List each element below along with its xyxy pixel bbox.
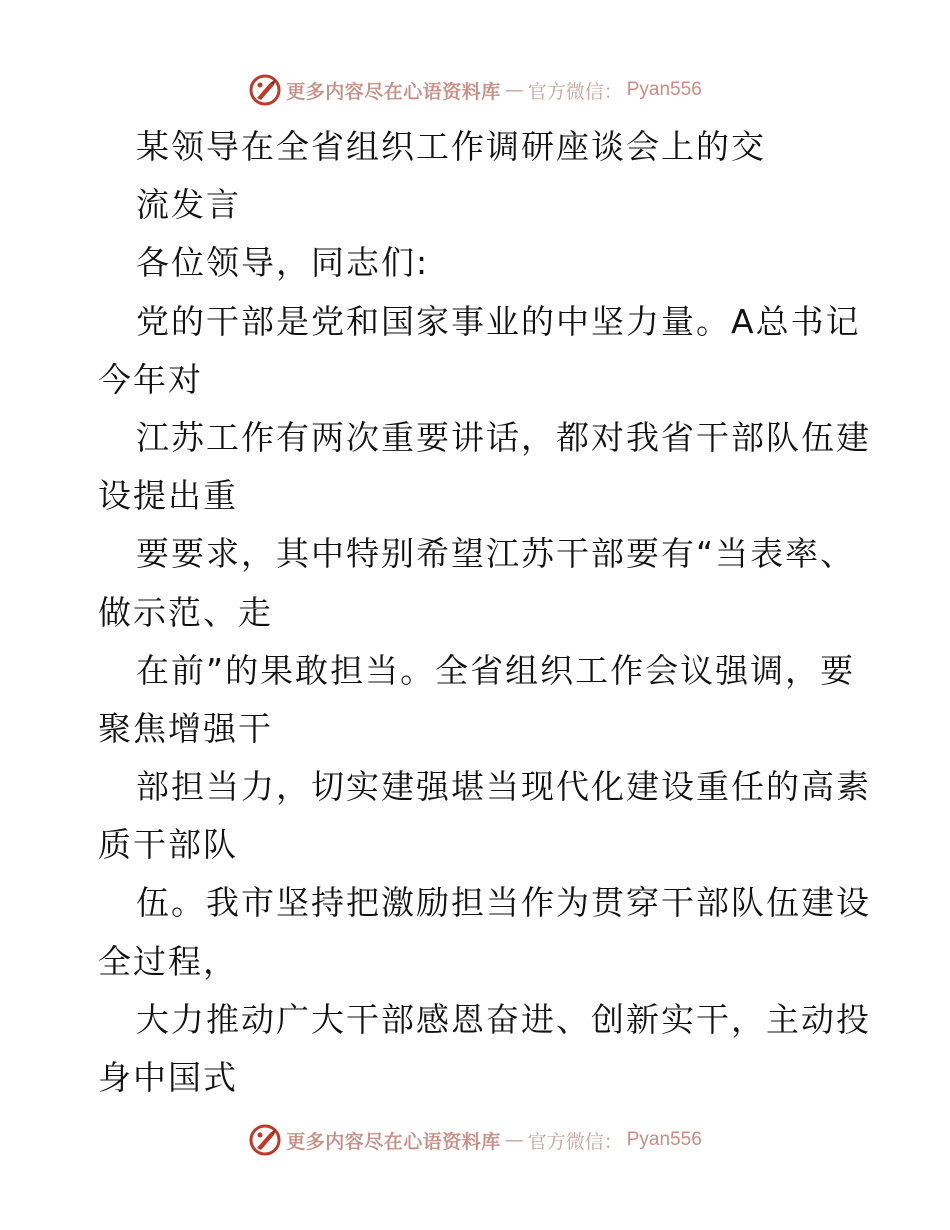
salutation: 各位领导，同志们:: [136, 243, 430, 283]
quill-pen-logo-icon: [248, 1123, 282, 1157]
banner-wechat-id: Pyan556: [626, 79, 702, 100]
banner-wechat-id: Pyan556: [626, 1129, 702, 1150]
banner-dash: —: [504, 79, 524, 101]
body-line: 伍。我市坚持把激励担当作为贯穿干部队伍建设: [136, 883, 871, 923]
body-line: 要要求，其中特别希望江苏干部要有“当表率、: [136, 534, 856, 574]
body-line: 身中国式: [98, 1058, 238, 1097]
body-line: 大力推动广大干部感恩奋进、创新实干，主动投: [136, 999, 871, 1039]
banner-wechat-label: 官方微信：: [527, 1130, 623, 1153]
banner-wechat-label: 官方微信：: [527, 80, 623, 103]
body-line: 党的干部是党和国家事业的中坚力量。A总书记: [136, 301, 861, 341]
body-line: 今年对: [98, 359, 203, 399]
body-line: 质干部队: [98, 825, 238, 865]
footer-banner: [0, 1120, 950, 1160]
body-line: 设提出重: [98, 476, 238, 516]
document-title-line-2: 流发言: [136, 185, 241, 225]
quill-pen-logo-icon: [248, 73, 282, 107]
body-line: 聚焦增强干: [98, 708, 273, 748]
document-title-line-1: 某领导在全省组织工作调研座谈会上的交: [136, 127, 766, 166]
body-line: 部担当力，切实建强堪当现代化建设重任的高素: [136, 767, 871, 807]
body-line: 江苏工作有两次重要讲话，都对我省干部队伍建: [136, 417, 871, 457]
banner-main-text: 更多内容尽在心语资料库: [286, 1130, 501, 1153]
banner-dash: —: [504, 1129, 524, 1151]
header-banner: [0, 70, 950, 110]
body-line: 在前”的果敢担当。全省组织工作会议强调，要: [136, 650, 856, 690]
body-line: 做示范、走: [98, 592, 273, 632]
document-body: [98, 118, 898, 1107]
banner-main-text: 更多内容尽在心语资料库: [286, 80, 501, 103]
body-line: 全过程，: [98, 941, 238, 981]
